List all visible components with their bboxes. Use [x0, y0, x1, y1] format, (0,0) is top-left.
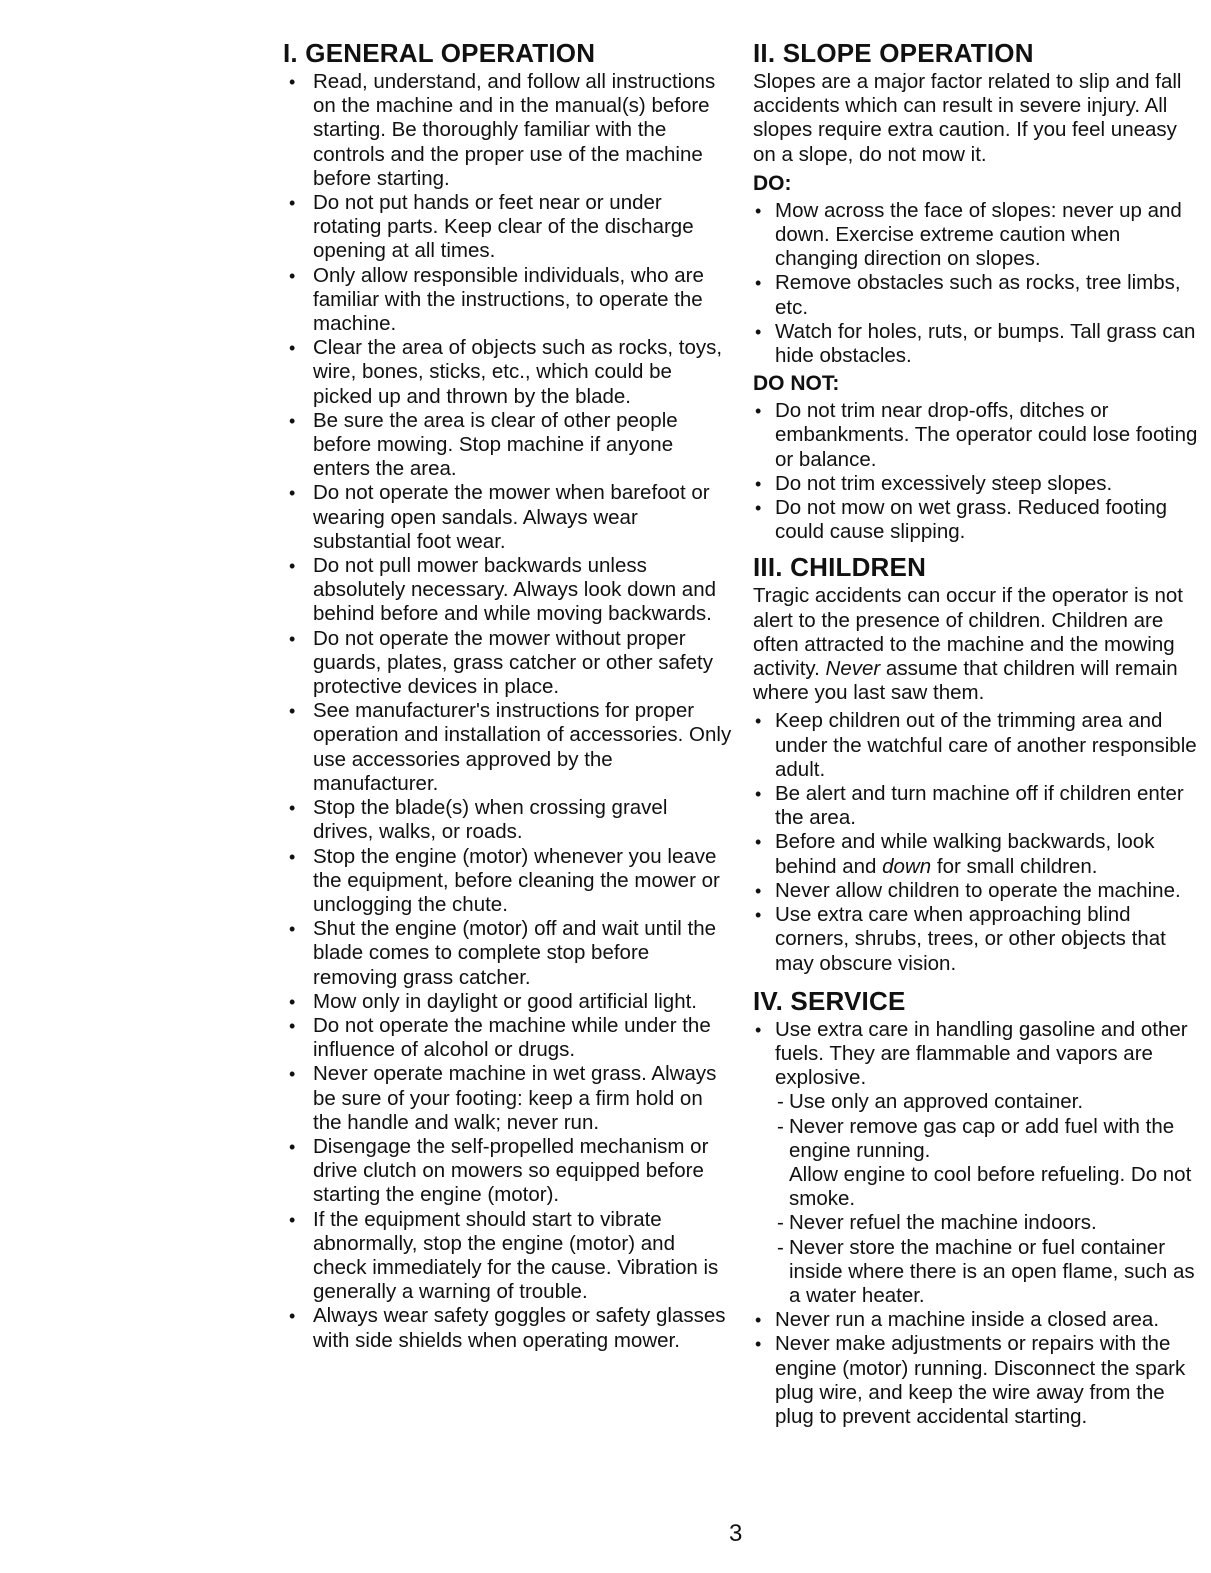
sub-list-item: - Never refuel the machine indoors.	[775, 1211, 1198, 1235]
sub-list-item: - Use only an approved container.	[775, 1090, 1198, 1114]
service-heading: IV. SERVICE	[753, 985, 906, 1016]
page-number: 3	[729, 1520, 743, 1547]
list-item: • Always wear safety goggles or safety glasses with side shields when operating mower.	[283, 1304, 733, 1352]
children-intro-text-b: assume that children will remain where you last saw them.	[753, 657, 1178, 705]
list-item: • Disengage the self-propelled mechanism or drive clutch on mowers so equipped before starting the engine (motor).	[283, 1135, 733, 1208]
general-operation-column	[283, 38, 733, 1353]
list-item: • Read, understand, and follow all instructions on the machine and in the manual(s) before starting. Be thoroughly familiar with the controls and the proper use of the machine before starting.	[283, 70, 733, 191]
children-intro-emphasis: Never	[825, 657, 881, 681]
general-operation-list	[283, 70, 733, 1353]
list-item: • Shut the engine (motor) off and wait until the blade comes to complete stop before removing grass catcher.	[283, 917, 733, 990]
children-list	[753, 709, 1198, 975]
list-item: • Keep children out of the trimming area and under the watchful care of another responsible adult.	[753, 709, 1198, 782]
service-list	[753, 1018, 1198, 1429]
children-section	[753, 552, 1198, 975]
list-item: • Clear the area of objects such as rocks, toys, wire, bones, sticks, etc., which could be picked up and thrown by the blade.	[283, 336, 733, 409]
list-item: • Be alert and turn machine off if children enter the area.	[753, 782, 1198, 830]
list-item: • Only allow responsible individuals, who are familiar with the instructions, to operate the machine.	[283, 264, 733, 337]
list-item: • If the equipment should start to vibrate abnormally, stop the engine (motor) and check immediately for the cause. Vibration is generally a warning of trouble.	[283, 1208, 733, 1305]
list-item-text-b: for small children.	[931, 854, 1098, 878]
slope-operation-heading: II. SLOPE OPERATION	[753, 38, 1034, 68]
slope-operation-section	[753, 38, 1198, 544]
list-item	[753, 830, 1198, 878]
list-item: • Do not mow on wet grass. Reduced footing could cause slipping.	[753, 496, 1198, 544]
do-heading: DO:	[753, 171, 792, 195]
children-intro-text-a: Tragic accidents can occur if the operator is not alert to the presence of children. Children are often attracted to the machine and the mowing activity.	[753, 584, 1183, 681]
fuel-sub-list	[775, 1090, 1198, 1308]
list-item: • Never run a machine inside a closed area.	[753, 1308, 1198, 1332]
list-item-text-a: Before and while walking backwards, look behind and	[775, 830, 1155, 878]
list-item: • Do not put hands or feet near or under rotating parts. Keep clear of the discharge opening at all times.	[283, 191, 733, 264]
list-item: • Never operate machine in wet grass. Always be sure of your footing: keep a firm hold on the handle and walk; never run.	[283, 1062, 733, 1135]
list-item: • Never make adjustments or repairs with the engine (motor) running. Disconnect the spark plug wire, and keep the wire away from the plug to prevent accidental starting.	[753, 1332, 1198, 1429]
list-item: • Mow across the face of slopes: never up and down. Exercise extreme caution when changing direction on slopes.	[753, 199, 1198, 272]
list-item-text: Use extra care in handling gasoline and other fuels. They are flammable and vapors are explosive.	[775, 1017, 1188, 1090]
list-item: • Do not operate the machine while under the influence of alcohol or drugs.	[283, 1014, 733, 1062]
list-item: • Never allow children to operate the machine.	[753, 879, 1198, 903]
sub-list-note: Allow engine to cool before refueling. Do not smoke.	[789, 1162, 1192, 1211]
list-item: • See manufacturer's instructions for proper operation and installation of accessories. Only use accessories approved by the manufacturer.	[283, 699, 733, 796]
list-item: • Stop the blade(s) when crossing gravel drives, walks, or roads.	[283, 796, 733, 844]
list-item: • Do not trim excessively steep slopes.	[753, 472, 1198, 496]
do-list	[753, 199, 1198, 368]
children-intro	[753, 584, 1198, 705]
general-operation-heading: I. GENERAL OPERATION	[283, 38, 596, 68]
sub-list-item: - Never remove gas cap or add fuel with the engine running.	[775, 1115, 1198, 1163]
list-item: • Do not operate the mower without proper guards, plates, grass catcher or other safety protective devices in place.	[283, 627, 733, 700]
list-item: • Remove obstacles such as rocks, tree limbs, etc.	[753, 271, 1198, 319]
list-item: • Mow only in daylight or good artificial light.	[283, 990, 733, 1014]
list-item-emphasis: down	[882, 854, 932, 878]
do-not-list	[753, 399, 1198, 544]
list-item: • Stop the engine (motor) whenever you leave the equipment, before cleaning the mower or unclogging the chute.	[283, 845, 733, 918]
do-not-heading: DO NOT:	[753, 372, 840, 396]
list-item: • Use extra care when approaching blind corners, shrubs, trees, or other objects that may obscure vision.	[753, 903, 1198, 976]
sub-list-item: - Never store the machine or fuel container inside where there is an open flame, such as a water heater.	[775, 1236, 1198, 1309]
children-heading: III. CHILDREN	[753, 552, 927, 583]
list-item: • Do not pull mower backwards unless absolutely necessary. Always look down and behind before and while moving backwards.	[283, 554, 733, 627]
service-section	[753, 986, 1198, 1429]
list-item: • Be sure the area is clear of other people before mowing. Stop machine if anyone enters the area.	[283, 409, 733, 482]
list-item: • Do not trim near drop-offs, ditches or embankments. The operator could lose footing or balance.	[753, 399, 1198, 472]
list-item: • Watch for holes, ruts, or bumps. Tall grass can hide obstacles.	[753, 320, 1198, 368]
right-column	[753, 38, 1198, 1429]
list-item	[753, 1018, 1198, 1308]
slope-intro: Slopes are a major factor related to slip and fall accidents which can result in severe injury. All slopes require extra caution. If you feel uneasy on a slope, do not mow it.	[753, 70, 1182, 166]
list-item: • Do not operate the mower when barefoot or wearing open sandals. Always wear substantial foot wear.	[283, 481, 733, 554]
